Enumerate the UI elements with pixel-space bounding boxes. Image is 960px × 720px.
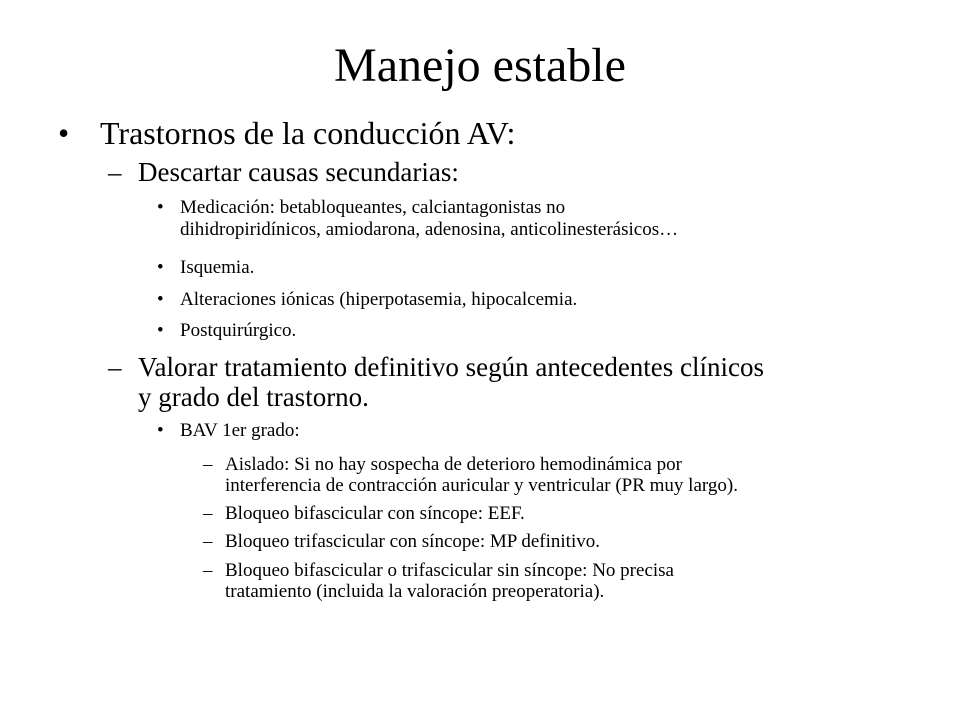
bullet-icon: •	[157, 257, 164, 278]
list-item: Alteraciones iónicas (hiperpotasemia, hipocalcemia.	[180, 289, 578, 310]
list-item-continuation: interferencia de contracción auricular y ventricular (PR muy largo).	[225, 475, 738, 496]
section2-text: Valorar tratamiento definitivo según antecedentes clínicos	[138, 352, 765, 382]
list-item: Isquemia.	[180, 257, 255, 278]
bullet-icon: •	[157, 289, 164, 310]
list-item: Postquirúrgico.	[180, 320, 297, 341]
bullet-icon: •	[157, 320, 164, 341]
list-item: Bloqueo bifascicular con síncope: EEF.	[225, 503, 525, 524]
dash-icon: –	[203, 503, 213, 524]
section1-text: Descartar causas secundarias:	[138, 157, 459, 187]
section2-text-continuation: y grado del trastorno.	[138, 382, 369, 412]
heading-text: Trastornos de la conducción AV:	[100, 115, 516, 151]
list-item-continuation: dihidropiridínicos, amiodarona, adenosina, anticolinesterásicos…	[180, 219, 679, 240]
bullet-icon: •	[58, 115, 70, 151]
dash-icon: –	[108, 352, 122, 382]
dash-icon: –	[203, 560, 213, 581]
list-item: Bloqueo bifascicular o trifascicular sin síncope: No precisa	[225, 560, 674, 581]
dash-icon: –	[108, 157, 122, 187]
list-item: Bloqueo trifascicular con síncope: MP definitivo.	[225, 531, 600, 552]
bullet-icon: •	[157, 420, 164, 441]
list-item: Medicación: betabloqueantes, calciantagonistas no	[180, 197, 566, 218]
list-item-continuation: tratamiento (incluida la valoración preoperatoria).	[225, 581, 605, 602]
list-item: Aislado: Si no hay sospecha de deterioro hemodinámica por	[225, 454, 682, 475]
sub-heading: BAV 1er grado:	[180, 420, 300, 441]
bullet-icon: •	[157, 197, 164, 218]
dash-icon: –	[203, 531, 213, 552]
dash-icon: –	[203, 454, 213, 475]
slide-title: Manejo estable	[334, 39, 626, 92]
